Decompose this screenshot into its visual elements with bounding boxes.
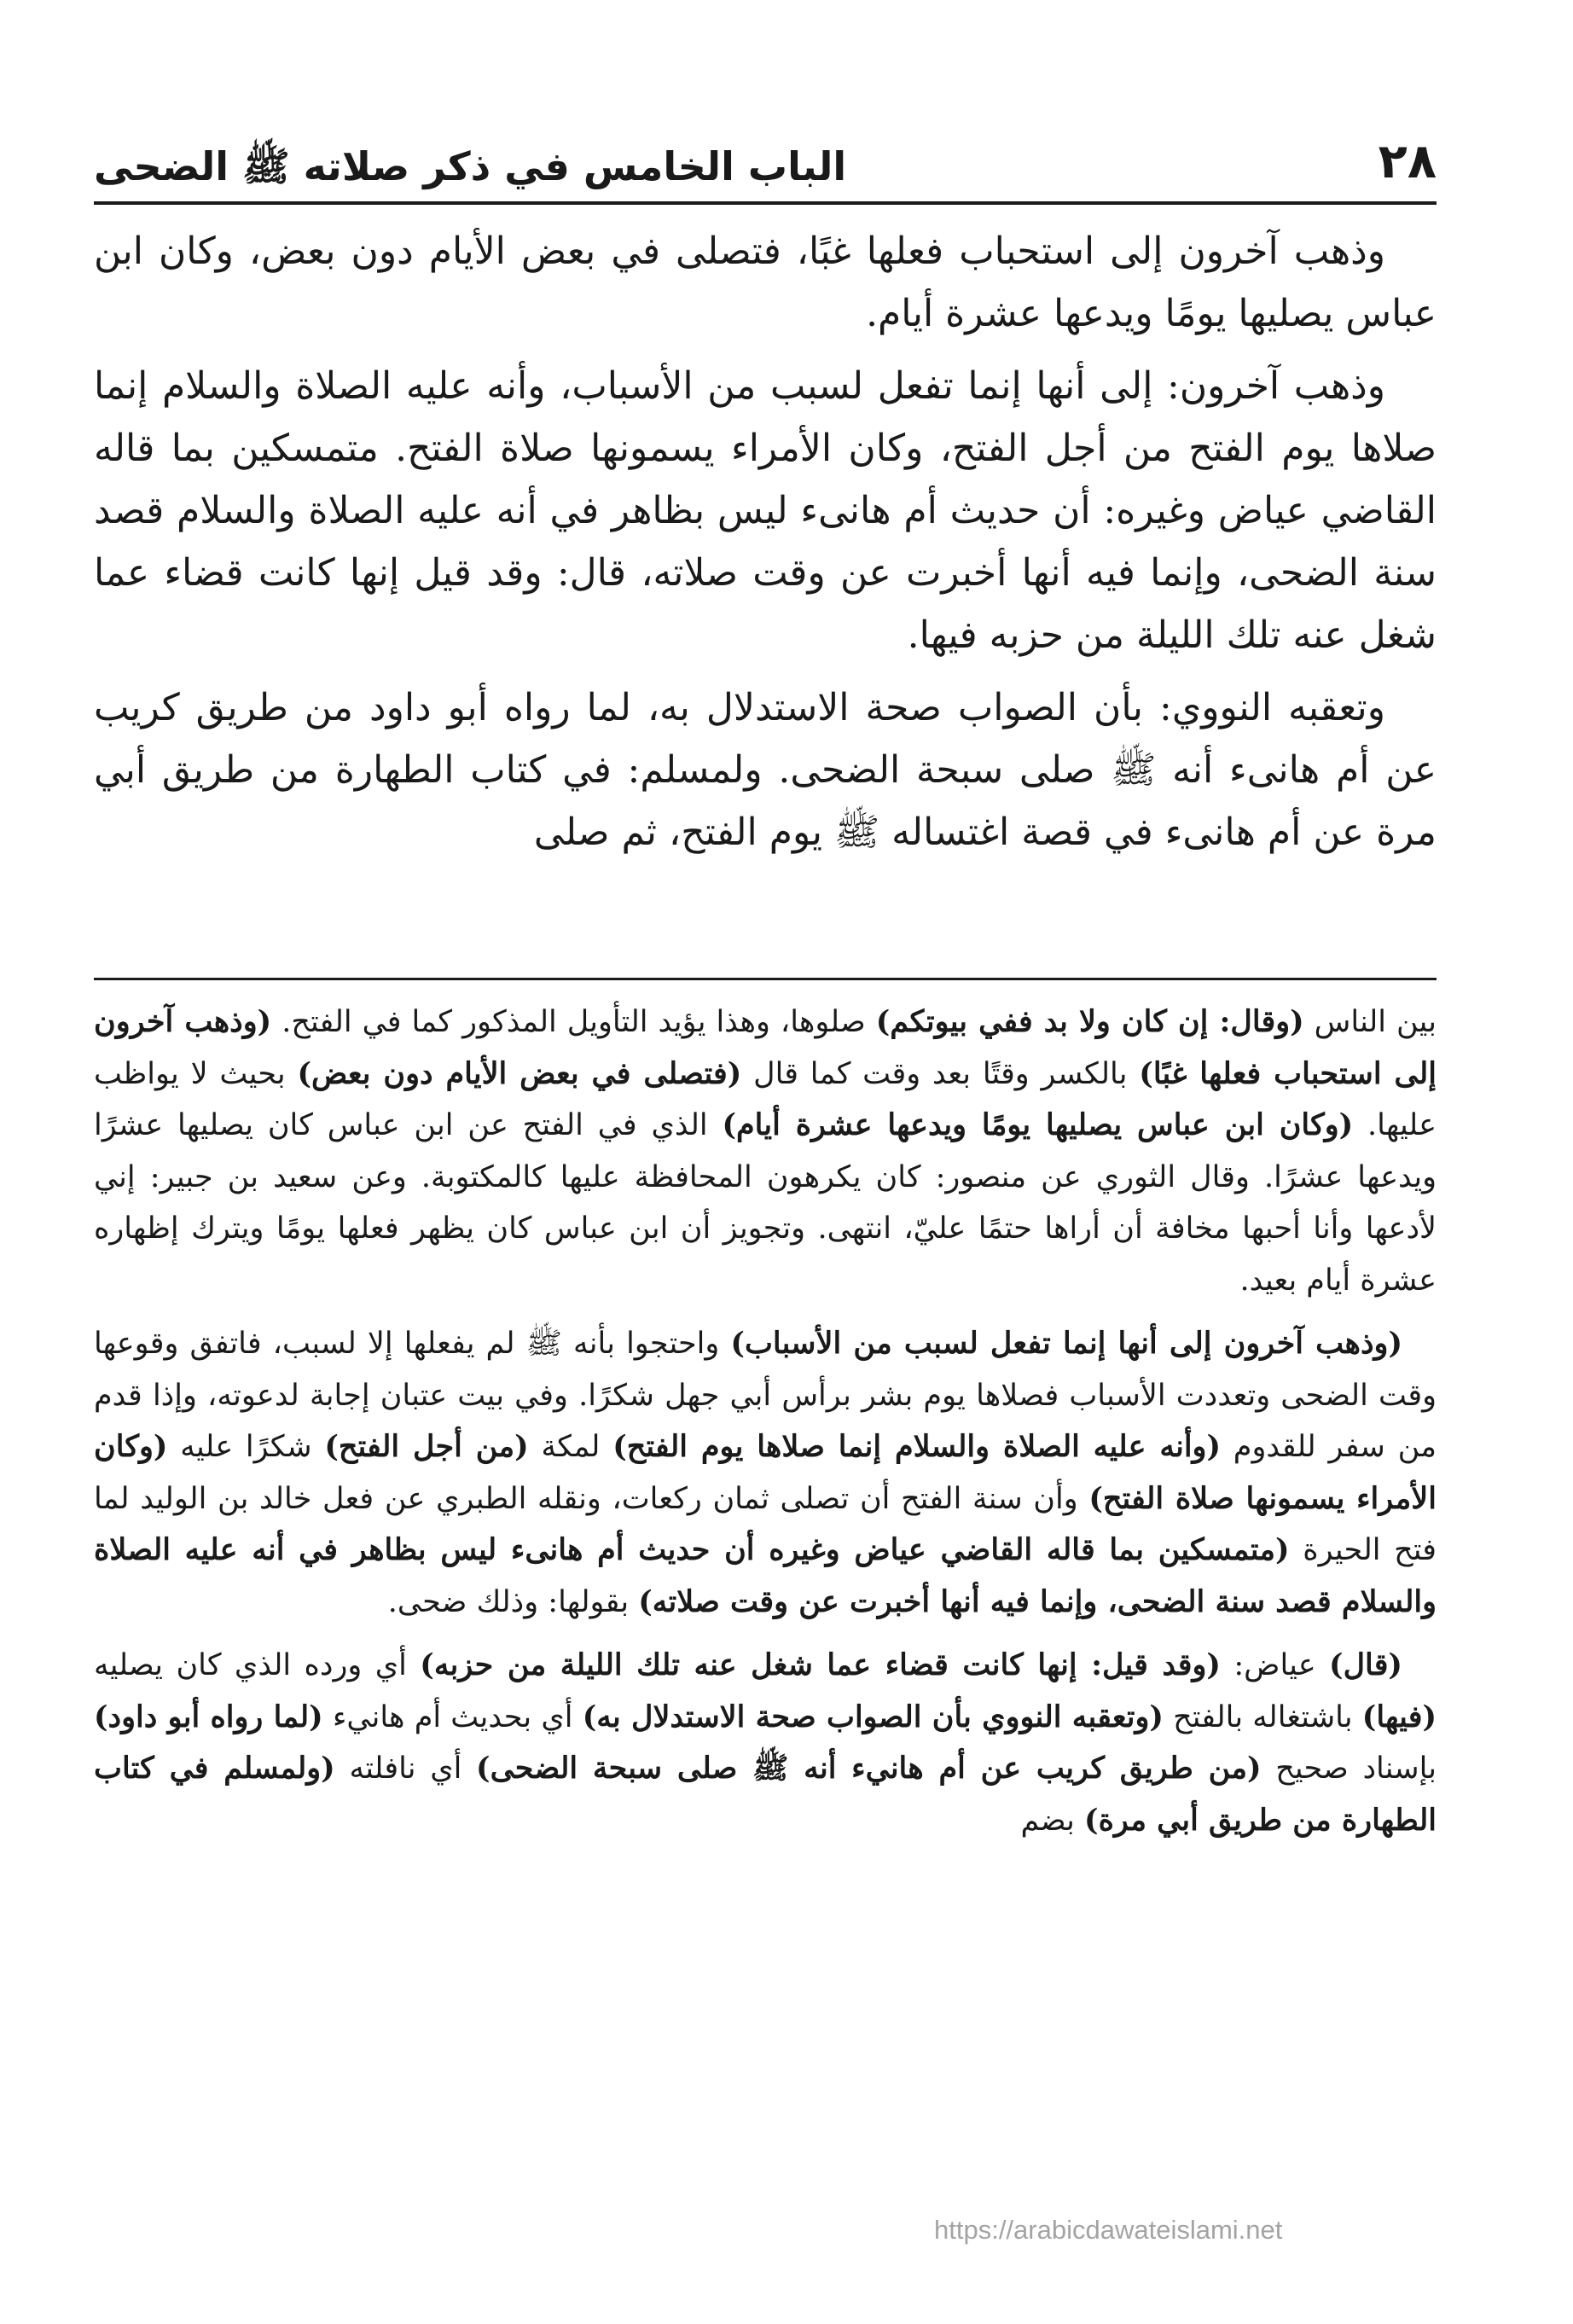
main-text [94, 220, 1437, 874]
commentary-text: باشتغاله بالفتح [1163, 1699, 1362, 1734]
commentary [94, 996, 1437, 1858]
commentary-text: صلوها، وهذا يؤيد التأويل المذكور كما في الفتح. [271, 1005, 876, 1039]
commentary-text: بين الناس [1303, 1005, 1437, 1039]
commentary-text: أي ورده الذي كان يصليه [94, 1648, 421, 1682]
quoted-matn: (لما رواه أبو داود) [94, 1699, 323, 1734]
quoted-matn: (وذهب آخرون إلى أنها إنما تفعل لسبب من الأسباب) [730, 1326, 1403, 1361]
quoted-matn: (فتصلى في بعض الأيام دون بعض) [297, 1055, 742, 1091]
commentary-text: شكرًا عليه [167, 1430, 325, 1464]
commentary-text: لمكة [528, 1430, 613, 1464]
quoted-matn: (وتعقبه النووي بأن الصواب صحة الاستدلال به) [582, 1699, 1164, 1734]
commentary-text: أي نافلته [334, 1752, 477, 1786]
quoted-matn: (وأنه عليه الصلاة والسلام إنما صلاها يوم الفتح) [612, 1429, 1222, 1464]
commentary-text: بقولها: وذلك ضحى. [387, 1584, 639, 1619]
quoted-matn: (قال) [1329, 1647, 1402, 1682]
header-divider [94, 201, 1437, 205]
page-number: ٢٨ [1378, 134, 1437, 189]
quoted-matn: (من أجل الفتح) [324, 1429, 529, 1464]
main-paragraph: وذهب آخرون: إلى أنها إنما تفعل لسبب من الأسباب، وأنه عليه الصلاة والسلام إنما صلاها يوم الفتح من أجل الفتح، وكان الأمراء يسمونها صلاة الفتح. متمسكين بما قاله القاضي عياض وغيره: أن حديث أم هانىء ليس بظاهر في أنه عليه الصلاة والسلام قصد سنة الضحى، وإنما فيه أنها أخبرت عن وقت صلاته، قال: وقد قيل إنها كانت قضاء عما شغل عنه تلك الليلة من حزبه فيها. [94, 364, 1437, 657]
quoted-matn: (متمسكين بما قاله القاضي عياض وغيره أن حديث أم هانىء ليس بظاهر في أنه عليه الصلاة والسلام قصد سنة الضحى، وإنما فيه أنها أخبرت عن وقت صلاته) [94, 1532, 1437, 1619]
commentary-text: أي بحديث أم هانيء [322, 1699, 583, 1734]
commentary-text: وأن سنة الفتح أن تصلى ثمان ركعات، ونقله الطبري عن فعل خالد بن الوليد لما فتح الحيرة [94, 1481, 1437, 1567]
commentary-text: بضم [1020, 1803, 1085, 1838]
quoted-matn: (وقد قيل: إنها كانت قضاء عما شغل عنه تلك الليلة من حزبه) [420, 1647, 1221, 1682]
commentary-text: بالكسر وقتًا بعد وقت كما قال [741, 1056, 1140, 1091]
commentary-divider [94, 978, 1437, 980]
commentary-paragraph [94, 1318, 1437, 1628]
commentary-text: بإسناد صحيح [1261, 1752, 1437, 1786]
quoted-matn: (فيها) [1361, 1699, 1437, 1734]
commentary-paragraph [94, 1640, 1437, 1846]
quoted-matn: (وكان الأمراء يسمونها صلاة الفتح) [94, 1429, 1437, 1516]
commentary-paragraph [94, 996, 1437, 1306]
quoted-matn: (ولمسلم في كتاب الطهارة من طريق أبي مرة) [94, 1751, 1437, 1838]
main-paragraph: وتعقبه النووي: بأن الصواب صحة الاستدلال به، لما رواه أبو داود من طريق كريب عن أم هانىء أنه ﷺ صلى سبحة الضحى. ولمسلم: في كتاب الطهارة من طريق أبي مرة عن أم هانىء في قصة اغتساله ﷺ يوم الفتح، ثم صلى [94, 686, 1437, 854]
watermark-url: https://arabicdawateislami.net [934, 2215, 1283, 2245]
quoted-matn: (وكان ابن عباس يصليها يومًا ويدعها عشرة أيام) [722, 1107, 1354, 1142]
commentary-text: الذي في الفتح عن ابن عباس كان يصليها عشرًا ويدعها عشرًا. وقال الثوري عن منصور: كان يكرهون المحافظة عليها كالمكتوبة. وعن سعيد بن جبير: إني لأدعها وأنا أحبها مخافة أن أراها حتمًا عليّ، انتهى. وتجويز أن ابن عباس كان يظهر فعلها يومًا ويترك إظهاره عشرة أيام بعيد. [94, 1108, 1437, 1298]
commentary-text: بحيث لا يواظب عليها. [94, 1056, 1437, 1142]
quoted-matn: (وقال: إن كان ولا بد ففي بيوتكم) [875, 1004, 1304, 1039]
running-title: الباب الخامس في ذكر صلاته ﷺ الضحى [94, 143, 847, 189]
quoted-matn: (وذهب آخرون إلى استحباب فعلها غبًا) [94, 1004, 1437, 1091]
commentary-text: عياض: [1220, 1648, 1330, 1682]
commentary-text: واحتجوا بأنه ﷺ لم يفعلها إلا لسبب، فاتفق وقوعها وقت الضحى وتعددت الأسباب فصلاها يوم بشر برأس أبي جهل شكرًا. وفي بيت عتبان إجابة لدعوته، وإذا قدم من سفر للقدوم [94, 1327, 1437, 1464]
page-header [94, 118, 1437, 189]
quoted-matn: (من طريق كريب عن أم هانيء أنه ﷺ صلى سبحة الضحى) [476, 1751, 1262, 1786]
main-paragraph: وذهب آخرون إلى استحباب فعلها غبًا، فتصلى في بعض الأيام دون بعض، وكان ابن عباس يصليها يومًا ويدعها عشرة أيام. [94, 229, 1437, 335]
